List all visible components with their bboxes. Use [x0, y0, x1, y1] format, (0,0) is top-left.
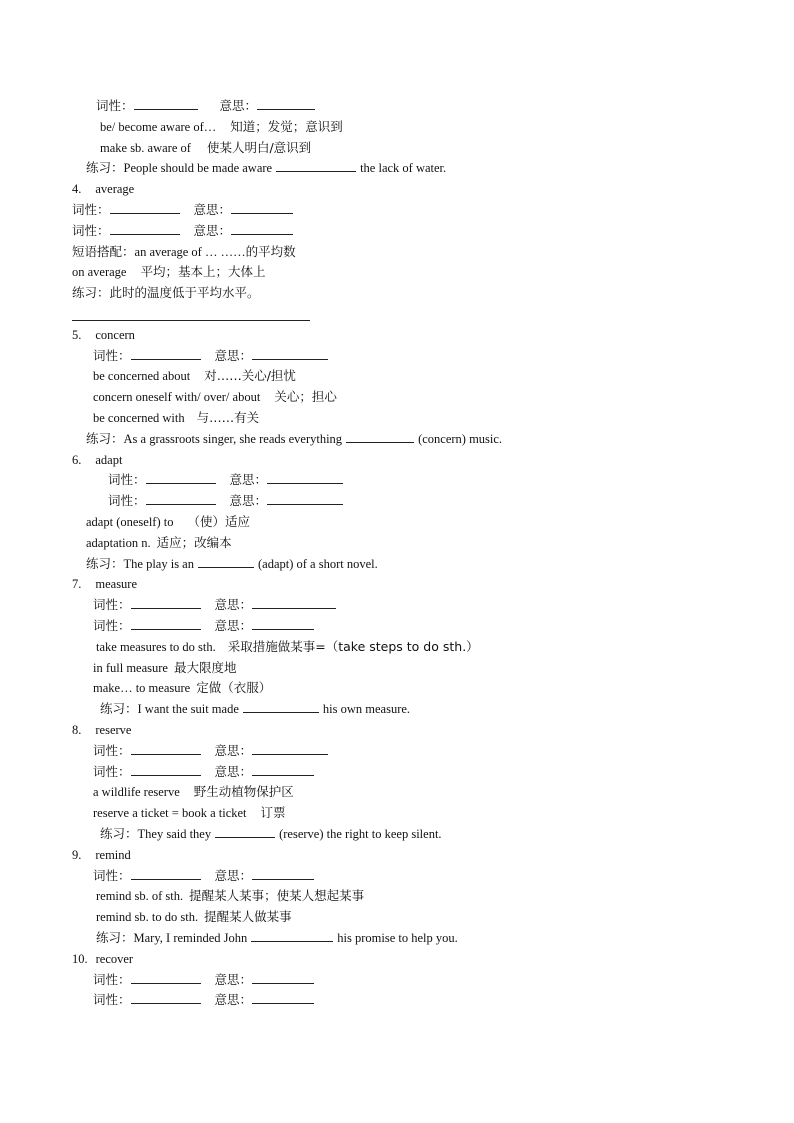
- average-pos-row-2: 词性： 意思：: [72, 223, 293, 239]
- recover-pos-row-1: 词性： 意思：: [93, 972, 314, 988]
- concern-phrase-1: be concerned about 对……关心/担忧: [93, 368, 296, 383]
- item-heading-remind: 9. remind: [72, 848, 131, 862]
- pos-blank[interactable]: [131, 972, 201, 984]
- remind-phrase-1: remind sb. of sth. 提醒某人某事；使某人想起某事: [96, 888, 365, 903]
- pos-blank[interactable]: [131, 618, 201, 630]
- pos-blank[interactable]: [131, 348, 201, 360]
- practice-blank[interactable]: [346, 431, 414, 443]
- meaning-blank[interactable]: [252, 992, 314, 1004]
- practice-blank[interactable]: [276, 160, 356, 172]
- reserve-pos-row-2: 词性： 意思：: [93, 764, 314, 780]
- item-heading-average: 4. average: [72, 182, 135, 196]
- pos-blank[interactable]: [110, 223, 180, 235]
- average-pos-row-1: 词性： 意思：: [72, 202, 293, 218]
- aware-phrase-1: be/ become aware of… 知道；发觉；意识到: [100, 119, 343, 134]
- meaning-blank[interactable]: [267, 472, 343, 484]
- meaning-blank[interactable]: [252, 972, 314, 984]
- meaning-label: 意思：: [219, 98, 258, 113]
- pos-blank[interactable]: [131, 597, 201, 609]
- pos-blank[interactable]: [131, 868, 201, 880]
- item-heading-concern: 5. concern: [72, 328, 135, 342]
- remind-pos-row: 词性： 意思：: [93, 868, 314, 884]
- meaning-blank[interactable]: [252, 764, 314, 776]
- adapt-phrase-2: adaptation n. 适应；改编本: [86, 535, 232, 550]
- average-phrase-2: on average 平均；基本上；大体上: [72, 264, 266, 279]
- adapt-practice: 练习：The play is an (adapt) of a short novel.: [86, 556, 378, 571]
- meaning-blank[interactable]: [252, 743, 328, 755]
- meaning-blank[interactable]: [267, 493, 343, 505]
- aware-practice: 练习：People should be made aware the lack of water.: [86, 160, 447, 175]
- reserve-practice: 练习：They said they (reserve) the right to keep silent.: [100, 826, 442, 841]
- measure-practice: 练习：I want the suit made his own measure.: [100, 701, 411, 716]
- measure-phrase-1: take measures to do sth. 采取措施做某事=（take steps to do sth.）: [96, 639, 479, 654]
- average-answer-line[interactable]: [72, 320, 310, 321]
- practice-blank[interactable]: [198, 556, 254, 568]
- recover-pos-row-2: 词性： 意思：: [93, 992, 314, 1008]
- concern-phrase-2: concern oneself with/ over/ about 关心；担心: [93, 389, 337, 404]
- practice-blank[interactable]: [251, 930, 333, 942]
- reserve-phrase-1: a wildlife reserve 野生动植物保护区: [93, 784, 294, 799]
- meaning-blank[interactable]: [252, 348, 328, 360]
- pos-blank[interactable]: [131, 764, 201, 776]
- aware-pos-row: [96, 98, 315, 114]
- remind-phrase-2: remind sb. to do sth. 提醒某人做某事: [96, 909, 292, 924]
- measure-phrase-3: make… to measure 定做（衣服）: [93, 680, 272, 695]
- item-heading-adapt: 6. adapt: [72, 453, 123, 467]
- aware-phrase-2: make sb. aware of 使某人明白/意识到: [100, 140, 312, 155]
- concern-phrase-3: be concerned with 与……有关: [93, 410, 260, 425]
- item-heading-measure: 7. measure: [72, 577, 138, 591]
- average-collocation: 短语搭配：an average of … ……的平均数: [72, 244, 296, 259]
- pos-blank[interactable]: [146, 472, 216, 484]
- meaning-blank[interactable]: [252, 597, 336, 609]
- adapt-pos-row-2: 词性： 意思：: [108, 493, 343, 509]
- pos-blank[interactable]: [110, 202, 180, 214]
- pos-blank[interactable]: [131, 743, 201, 755]
- item-heading-reserve: 8. reserve: [72, 723, 132, 737]
- meaning-blank[interactable]: [252, 618, 314, 630]
- adapt-pos-row-1: 词性： 意思：: [108, 472, 343, 488]
- reserve-phrase-2: reserve a ticket = book a ticket 订票: [93, 805, 286, 820]
- practice-label: 练习：: [86, 160, 124, 175]
- concern-practice: 练习：As a grassroots singer, she reads everything (concern) music.: [86, 431, 503, 446]
- pos-label: 词性：: [96, 98, 134, 113]
- concern-pos-row: 词性： 意思：: [93, 348, 328, 364]
- pos-blank[interactable]: [131, 992, 201, 1004]
- measure-pos-row-1: 词性： 意思：: [93, 597, 336, 613]
- practice-blank[interactable]: [215, 826, 275, 838]
- pos-blank[interactable]: [134, 98, 198, 110]
- measure-pos-row-2: 词性： 意思：: [93, 618, 314, 634]
- measure-phrase-2: in full measure 最大限度地: [93, 660, 237, 675]
- item-heading-recover: 10. recover: [72, 952, 134, 966]
- average-practice: 练习：此时的温度低于平均水平。: [72, 285, 260, 300]
- practice-blank[interactable]: [243, 701, 319, 713]
- remind-practice: 练习：Mary, I reminded John his promise to help you.: [96, 930, 458, 945]
- meaning-blank[interactable]: [231, 223, 293, 235]
- adapt-phrase-1: adapt (oneself) to （使）适应: [86, 514, 250, 529]
- pos-blank[interactable]: [146, 493, 216, 505]
- meaning-blank[interactable]: [257, 98, 315, 110]
- meaning-blank[interactable]: [252, 868, 314, 880]
- meaning-blank[interactable]: [231, 202, 293, 214]
- reserve-pos-row-1: 词性： 意思：: [93, 743, 328, 759]
